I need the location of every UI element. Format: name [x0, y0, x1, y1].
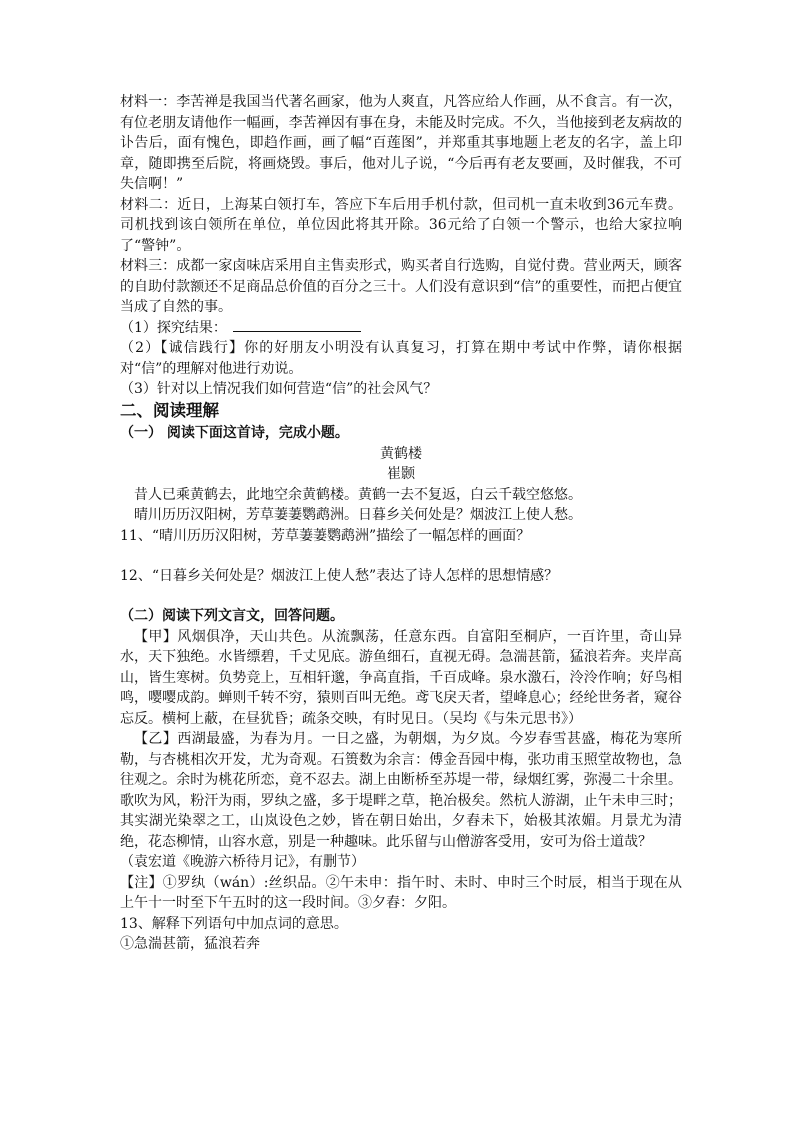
- question-1: [120, 318, 682, 339]
- material-2: 材料二：近日，上海某白领打车，答应下车后用手机付款，但司机一直未收到36元车费。司机找到该白领所在单位，单位因此将其开除。36元给了白领一个警示，也给大家拉响了“警钟”。: [120, 196, 682, 254]
- material-3: 材料三：成都一家卤味店采用自主售卖形式，购买者自行选购，自觉付费。营业两天，顾客的自助付款额还不足商品总价值的百分之三十。人们没有意识到“信”的重要性，而把占便宜当成了自然的事。: [120, 258, 682, 315]
- part1-heading: （一） 阅读下面这首诗，完成小题。: [120, 424, 349, 441]
- answer-blank[interactable]: [233, 318, 361, 332]
- poem-title: 黄鹤楼: [380, 445, 422, 462]
- poem-line-1: 昔人已乘黄鹤去，此地空余黄鹤楼。黄鹤一去不复返，白云千载空悠悠。: [134, 486, 582, 503]
- question-13-item-1: ①急湍甚箭，猛浪若奔: [120, 936, 260, 952]
- part2-heading: （二）阅读下列文言文，回答问题。: [120, 607, 344, 624]
- annotation-note: 【注】①罗纨（wán）:丝织品。②午未申：指午时、未时、申时三个时辰，相当于现在从上午十一时至下午五时的这一段时间。③夕舂：夕阳。: [120, 874, 682, 911]
- answer-space: [120, 546, 682, 566]
- answer-space: [120, 587, 682, 605]
- question-13: 13、解释下列语句中加点词的意思。: [120, 915, 348, 932]
- passage-yi-source: （袁宏道《晚游六桥待月记》，有删节）: [120, 854, 365, 870]
- section-title: 二、阅读理解: [120, 400, 219, 420]
- document-page: [120, 92, 682, 955]
- question-3: （3）针对以上情况我们如何营造“信”的社会风气？: [120, 381, 438, 397]
- question-1-label: （1）探究结果：: [120, 319, 227, 336]
- passage-yi: 【乙】西湖最盛，为春为月。一日之盛，为朝烟，为夕岚。今岁春雪甚盛，梅花为寒所勒，与杏桃相次开发，尤为奇观。石篑数为余言：傅金吾园中梅，张功甫玉照堂故物也，急往观之。余时为桃花所恋，竟不忍去。湖上由断桥至苏堤一带，绿烟红雾，弥漫二十余里。歌吹为风，粉汗为雨，罗纨之盛，多于堤畔之草，艳冶极矣。然杭人游湖，止午未申三时；其实湖光染翠之工，山岚设色之妙，皆在朝日始出，夕舂未下，始极其浓媚。月景尤为清绝，花态柳情，山容水意，别是一种趣味。此乐留与山僧游客受用，安可为俗士道哉？: [120, 731, 682, 850]
- poem-line-2: 晴川历历汉阳树，芳草萋萋鹦鹉洲。日暮乡关何处是？烟波江上使人愁。: [134, 507, 582, 523]
- question-12: 12、“日暮乡关何处是？烟波江上使人愁”表达了诗人怎样的思想情感？: [120, 568, 559, 584]
- passage-jia: 【甲】风烟俱净，天山共色。从流飘荡，任意东西。自富阳至桐庐，一百许里，奇山异水，天下独绝。水皆缥碧，千丈见底。游鱼细石，直视无碍。急湍甚箭，猛浪若奔。夹岸高山，皆生寒树。负势竞上，互相轩邈，争高直指，千百成峰。泉水激石，泠泠作响；好鸟相鸣，嘤嘤成韵。蝉则千转不穷，猿则百叫无绝。鸢飞戾天者，望峰息心；经纶世务者，窥谷忘反。横柯上蔽，在昼犹昏；疏条交映，有时见日。（吴均《与朱元思书》）: [120, 628, 682, 727]
- question-2: （2）【诚信践行】你的好朋友小明没有认真复习，打算在期中考试中作弊，请你根据对“信”的理解对他进行劝说。: [120, 340, 682, 377]
- question-11: 11、“晴川历历汉阳树，芳草萋萋鹦鹉洲”描绘了一幅怎样的画面？: [120, 527, 531, 544]
- poem-author: 崔颢: [387, 466, 415, 482]
- material-1: 材料一：李苦禅是我国当代著名画家，他为人爽直，凡答应给人作画，从不食言。有一次，有位老朋友请他作一幅画，李苦禅因有事在身，未能及时完成。不久，当他接到老友病故的讣告后，面有愧色，即趋作画，画了幅“百莲图”，并郑重其事地题上老友的名字，盖上印章，随即携至后院，将画烧毁。事后，他对儿子说，“今后再有老友要画，及时催我，不可失信啊！”: [120, 94, 682, 192]
